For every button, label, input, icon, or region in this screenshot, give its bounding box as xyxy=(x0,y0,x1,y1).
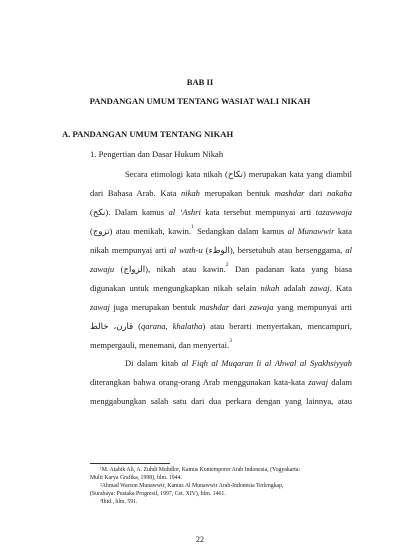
body-line xyxy=(90,340,352,351)
italic-term: al ‘Ashri xyxy=(168,207,201,217)
body-text: . Kata xyxy=(329,283,352,293)
italic-term: al xyxy=(345,245,352,255)
section-subheading: 1. Pengertian dan Dasar Hukum Nikah xyxy=(90,149,224,159)
body-text: ) merupakan kata yang diambil xyxy=(243,169,352,179)
italic-term: zawaj xyxy=(308,377,329,387)
body-text: ). Dalam kamus xyxy=(105,207,169,217)
body-line xyxy=(90,377,352,388)
body-text: yang mempunyai arti xyxy=(273,302,353,312)
italic-term: al Fiqh al Muqaran li al Ahwal al Syakhsiyyah xyxy=(181,358,353,368)
italic-term: nikah xyxy=(181,188,200,198)
chapter-title: PANDANGAN UMUM TENTANG WASIAT WALI NIKAH xyxy=(89,96,311,106)
body-text: الزواج xyxy=(123,264,146,274)
body-text: الوطء xyxy=(208,245,230,255)
body-text: dari Bahasa Arab. Kata xyxy=(90,188,181,198)
italic-term: al Munawwir xyxy=(287,226,335,236)
body-text: تزوج xyxy=(92,226,110,236)
body-text: dari xyxy=(304,188,327,198)
footnote-marker: 3 xyxy=(229,338,232,344)
footnote-divider xyxy=(90,463,170,464)
chapter-number: BAB II xyxy=(186,77,214,87)
body-text: Di dalam kitab xyxy=(125,358,182,368)
body-line xyxy=(90,226,352,237)
body-text: adalah xyxy=(279,283,310,293)
italic-term: al wath-u xyxy=(169,245,203,255)
section-heading: A. PANDANGAN UMUM TENTANG NIKAH xyxy=(62,129,234,139)
body-text: juga merupakan bentuk xyxy=(109,302,200,312)
body-line xyxy=(90,245,352,256)
italic-term: nakaha xyxy=(326,188,352,198)
italic-term: zawaju xyxy=(90,264,115,274)
footnote-line: ¹M. Atabik Ali, A. Zuhdi Muhdlor, Kamus Kontemporer Arab Indonesia, (Yogyakarta: xyxy=(100,467,301,473)
body-text: dalam xyxy=(328,377,352,387)
body-text: ) atau menikah, kawin. xyxy=(109,226,191,236)
body-line xyxy=(125,169,352,180)
body-text: mempergauli, menemani, dan menyertai. xyxy=(90,340,230,350)
body-line xyxy=(90,264,352,275)
footnote-line: ²Ahmad Warson Munawwir, Kamus Al Munawwir Arab-Indonesia Terlengkap, xyxy=(100,483,284,489)
body-text: diterangkan bahwa orang-orang Arab menggunakan kata-kata xyxy=(90,377,309,387)
footnote-marker: 2 xyxy=(225,262,229,268)
italic-term: zawaj xyxy=(90,302,110,312)
body-text: Sedangkan dalam kamus xyxy=(193,226,288,236)
body-line xyxy=(90,396,352,407)
body-text: nikah mempunyai arti xyxy=(90,245,170,255)
body-text: merupakan bentuk xyxy=(199,188,275,198)
italic-term: tazawwaja xyxy=(315,207,352,217)
footnote-line: ³Ibid., hlm. 591. xyxy=(100,499,138,505)
body-line xyxy=(90,207,352,218)
body-line xyxy=(90,283,352,294)
body-text: Secara etimologi kata nikah ( xyxy=(125,169,228,179)
italic-term: nikah xyxy=(260,283,280,293)
body-line xyxy=(90,302,352,313)
body-text: نكاح xyxy=(227,169,243,179)
body-line xyxy=(90,188,352,199)
footnote-line: (Surabaya: Pustaka Progresif, 1997, Cet. XIV), hlm. 1461. xyxy=(90,491,226,497)
body-text: قارن، خالط xyxy=(90,321,134,331)
page-number: 22 xyxy=(196,535,204,544)
body-text: dari xyxy=(229,302,250,312)
body-line xyxy=(125,358,352,369)
italic-term: mashdar xyxy=(199,302,230,312)
body-text: ( xyxy=(90,226,93,236)
body-text: ( xyxy=(90,207,93,217)
body-text: menggabungkan salah satu dari dua perkara dengan yang lainnya, atau xyxy=(90,396,352,406)
italic-term: zawaja xyxy=(249,302,274,312)
body-text: ( xyxy=(133,321,141,331)
body-text: Dan padanan kata yang biasa xyxy=(228,264,352,274)
italic-term: mashdar xyxy=(274,188,305,198)
body-text: ), nikah atau kawin. xyxy=(145,264,226,274)
body-text: ( xyxy=(202,245,209,255)
body-text: kata xyxy=(334,226,353,236)
footnote-line: Multi Karya Grafika, 1998), hlm. 1944. xyxy=(90,475,182,481)
body-text: ( xyxy=(114,264,124,274)
body-text: ) atau berarti menyertakan, mencampuri, xyxy=(202,321,352,331)
body-text: نكح xyxy=(92,207,106,217)
body-text: digunakan untuk mengungkapkan nikah selain xyxy=(90,283,261,293)
body-line xyxy=(90,321,352,332)
italic-term: qarana, khalatha xyxy=(141,321,203,331)
body-text: ), bersetubuh atau bersenggama, xyxy=(229,245,346,255)
footnote-marker: 1 xyxy=(190,224,194,230)
body-text: kata tersebut mempunyai arti xyxy=(200,207,316,217)
italic-term: zawaj xyxy=(309,283,330,293)
